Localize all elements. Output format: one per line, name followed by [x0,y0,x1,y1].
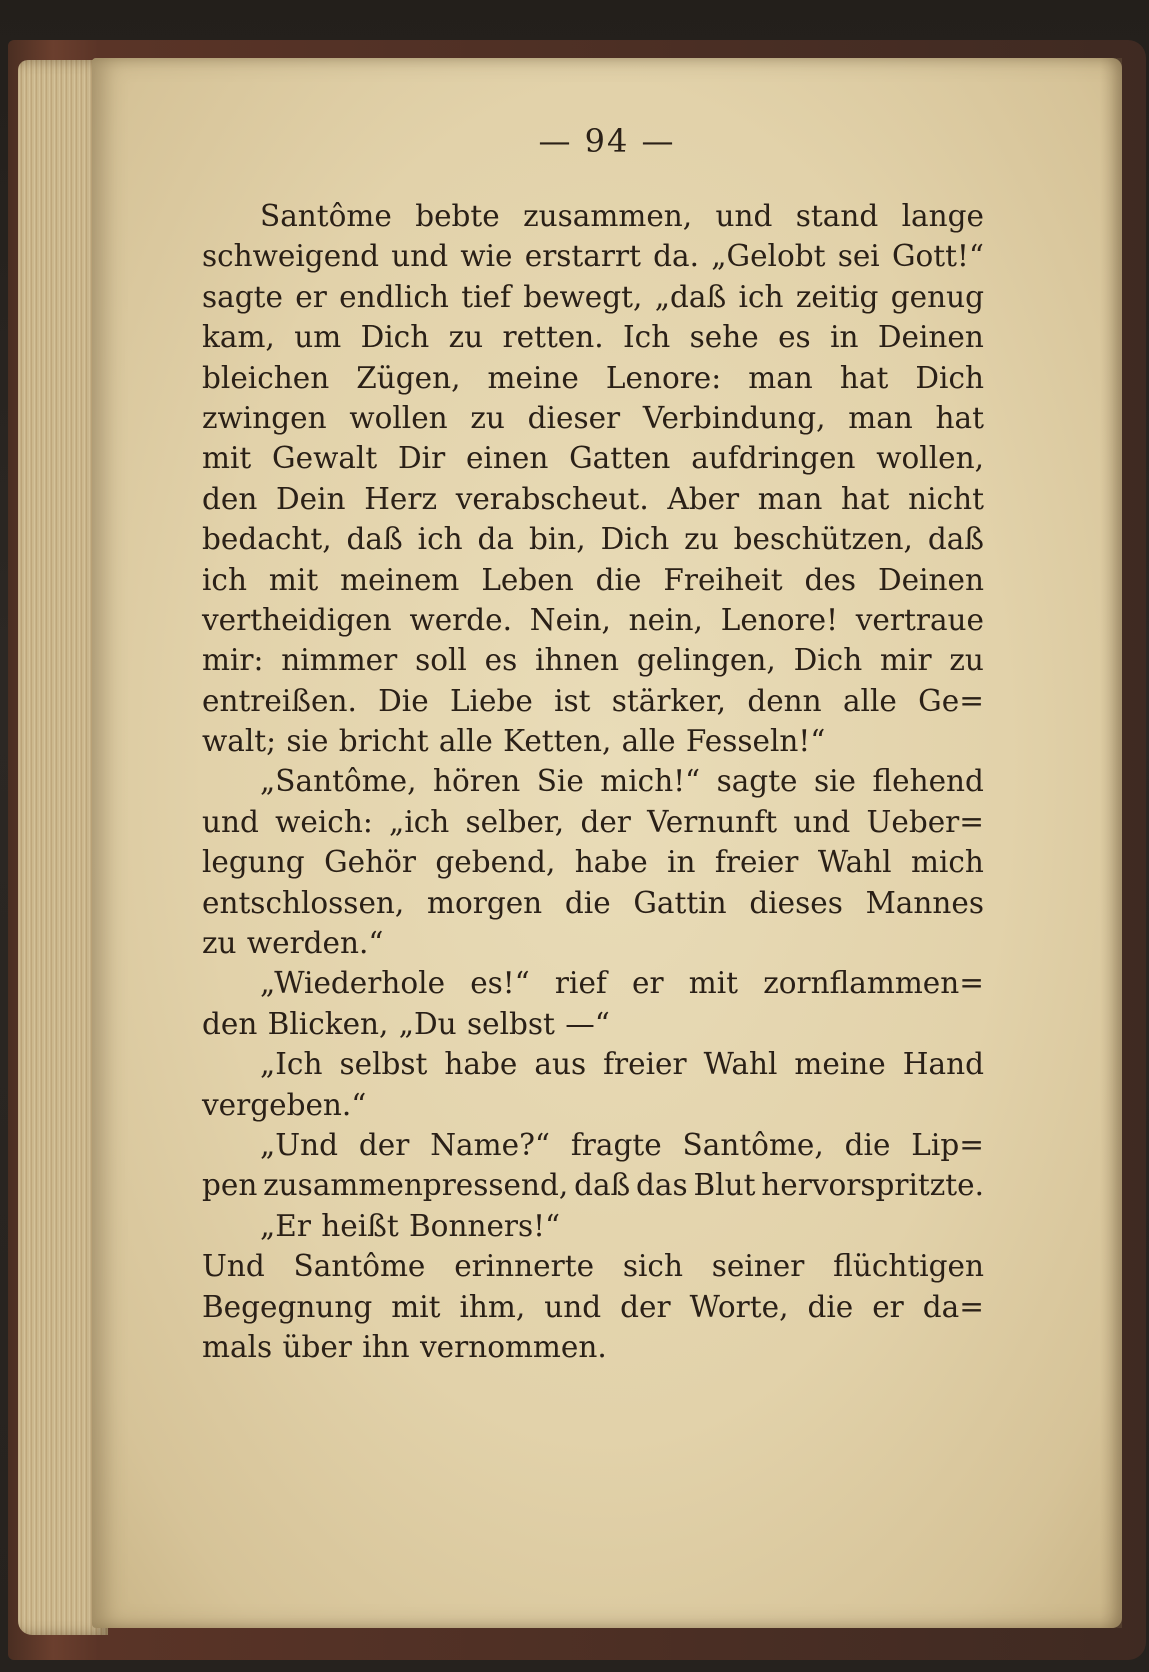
text-line: kam, um Dich zu retten. Ich sehe es in Deinen [202,320,984,355]
text-line: sagte er endlich tief bewegt, „daß ich zeitig genug [202,279,984,314]
text-line: vertheidigen werde. Nein, nein, Lenore! vertraue [202,602,984,637]
text-line: bedacht, daß ich da bin, Dich zu beschützen, daß [202,522,984,557]
text-line: „Er heißt Bonners!“ [260,1208,561,1243]
text-line: Begegnung mit ihm, und der Worte, die er da= [202,1289,984,1324]
text-line: den Dein Herz verabscheut. Aber man hat nicht [202,481,984,516]
page-gutter-shadow [1100,58,1122,1628]
book-page [92,58,1122,1628]
text-line: „Santôme, hören Sie mich!“ sagte sie flehend [260,764,984,799]
text-line: „Ich selbst habe aus freier Wahl meine Hand [260,1047,984,1082]
text-line: walt; sie bricht alle Ketten, alle Fesseln!“ [202,724,826,759]
text-line: legung Gehör gebend, habe in freier Wahl mich [202,845,984,880]
body-text [202,196,984,1367]
text-line: Santôme bebte zusammen, und stand lange [260,199,984,233]
page-number-header: — 94 — [538,122,676,160]
text-line: entreißen. Die Liebe ist stärker, denn alle Ge= [202,683,984,718]
text-line: zwingen wollen zu dieser Verbindung, man hat [202,400,984,435]
text-line: mals über ihn vernommen. [202,1329,607,1364]
text-line: den Blicken, „Du selbst —“ [202,1006,610,1041]
text-line: entschlossen, morgen die Gattin dieses Mannes [202,885,984,920]
text-line: mir: nimmer soll es ihnen gelingen, Dich mir zu [202,643,984,678]
text-line: Und Santôme erinnerte sich seiner flüchtigen [202,1249,984,1284]
text-line: zu werden.“ [202,926,384,961]
text-line: pen zusammenpressend, daß das Blut hervorspritzte. [202,1168,984,1203]
text-line: bleichen Zügen, meine Lenore: man hat Dich [202,360,984,395]
text-line: „Und der Name?“ fragte Santôme, die Lip= [260,1127,984,1162]
text-line: „Wiederhole es!“ rief er mit zornflammen= [260,966,984,1001]
text-line: mit Gewalt Dir einen Gatten aufdringen wollen, [202,441,984,476]
text-line: und weich: „ich selber, der Vernunft und Ueber= [202,804,984,839]
text-line: ich mit meinem Leben die Freiheit des Deinen [202,562,984,597]
text-line: vergeben.“ [202,1087,367,1122]
text-line: schweigend und wie erstarrt da. „Gelobt sei Gott!“ [202,239,984,274]
